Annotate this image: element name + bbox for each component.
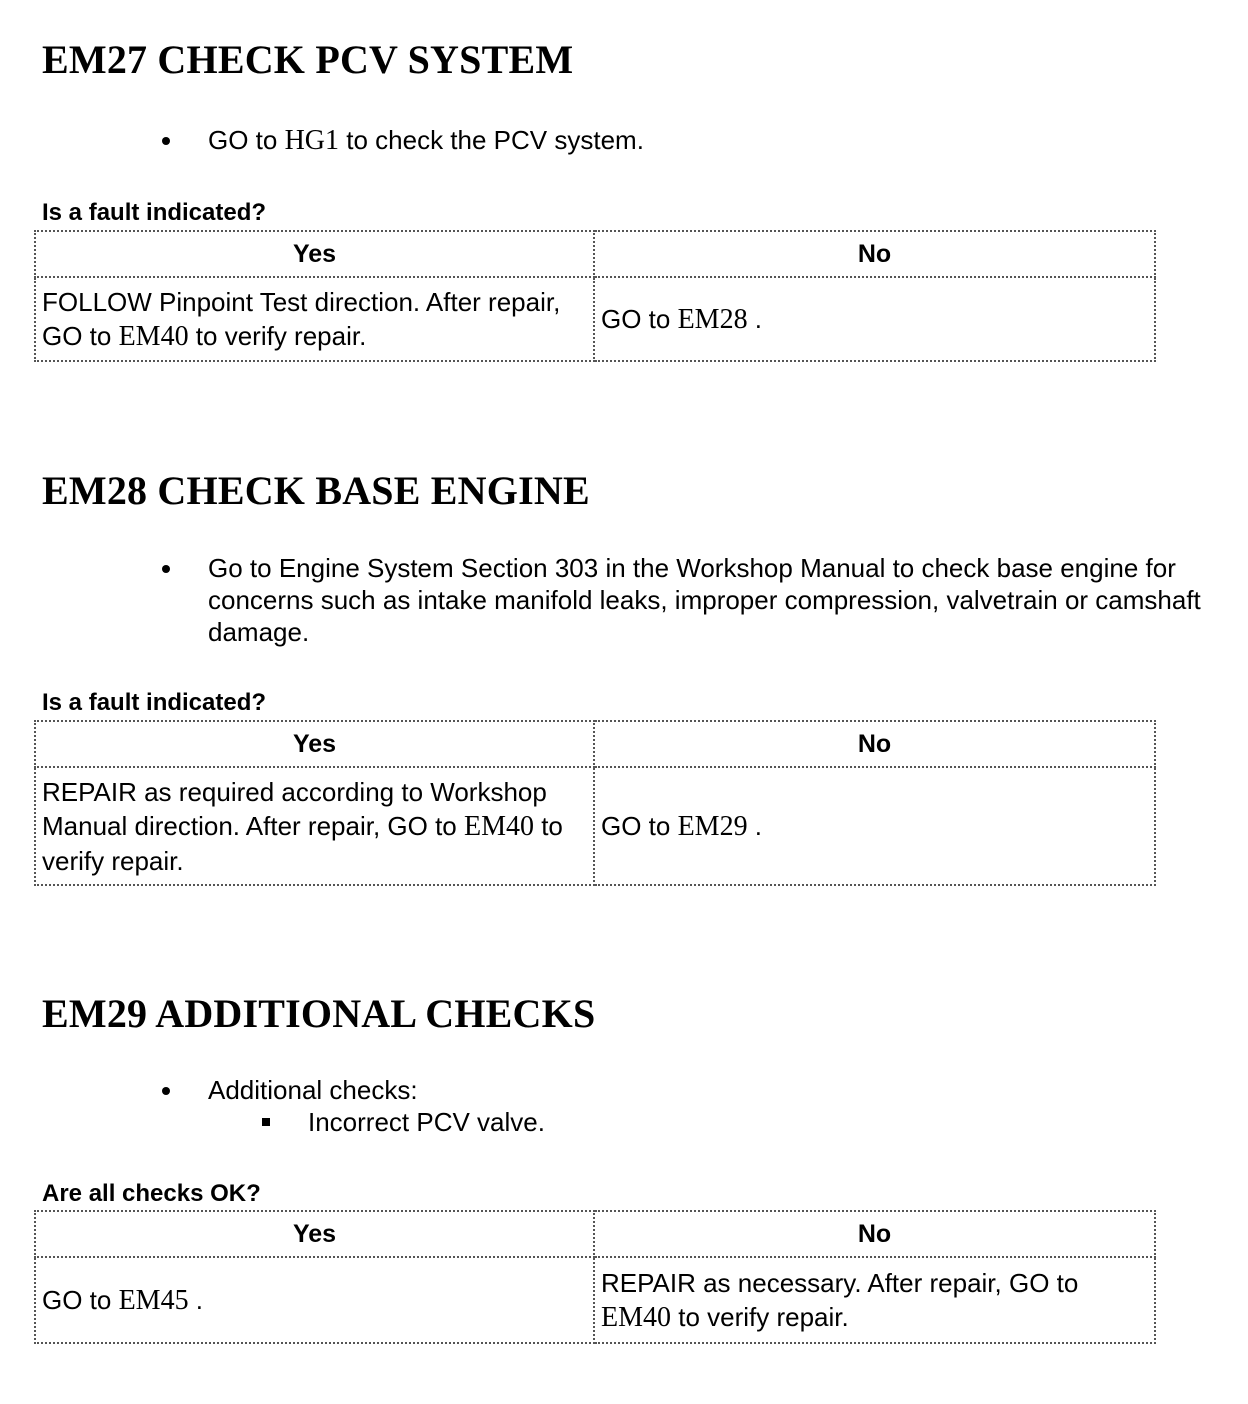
- no-text: to verify repair.: [671, 1301, 849, 1332]
- bullet-text: to check the PCV system.: [339, 125, 644, 155]
- link-em29[interactable]: EM29: [677, 810, 748, 842]
- subbullet-text: Incorrect PCV valve.: [308, 1107, 545, 1137]
- bullet-item: [208, 124, 1218, 157]
- bullet-item: [208, 1074, 1218, 1106]
- no-text: .: [747, 810, 763, 841]
- link-em40[interactable]: EM40: [463, 810, 534, 842]
- subbullet-item: [308, 1106, 545, 1138]
- result-table-em27: [34, 230, 1156, 362]
- no-cell: [594, 767, 1155, 885]
- yes-text: to verify repair.: [188, 320, 367, 351]
- link-em28[interactable]: EM28: [677, 303, 748, 335]
- bullet-text: GO to: [208, 125, 285, 155]
- no-header: No: [594, 231, 1155, 277]
- yes-header: Yes: [35, 721, 594, 767]
- yes-text: to verify repair.: [42, 810, 563, 876]
- result-table-em28: [34, 720, 1156, 886]
- yes-cell: [35, 1257, 594, 1343]
- link-em40[interactable]: EM40: [118, 320, 189, 352]
- no-cell: [594, 277, 1155, 361]
- question-label: Is a fault indicated?: [42, 199, 267, 226]
- link-hg1[interactable]: HG1: [284, 125, 340, 156]
- yes-cell: [35, 277, 594, 361]
- yes-text: REPAIR as required according to Workshop Manual direction. After repair, GO to: [42, 776, 547, 841]
- section-heading-em29: EM29 ADDITIONAL CHECKS: [42, 991, 596, 1036]
- bullet-item: [208, 552, 1218, 648]
- no-text: .: [747, 303, 763, 334]
- yes-header: Yes: [35, 1211, 594, 1257]
- no-text: REPAIR as necessary. After repair, GO to: [601, 1267, 1079, 1298]
- section-heading-em27: EM27 CHECK PCV SYSTEM: [42, 37, 574, 82]
- no-header: No: [594, 721, 1155, 767]
- result-table-em29: [34, 1210, 1156, 1344]
- no-text: GO to: [601, 810, 678, 841]
- no-header: No: [594, 1211, 1155, 1257]
- section-heading-em28: EM28 CHECK BASE ENGINE: [42, 468, 590, 513]
- yes-text: GO to: [42, 1284, 119, 1315]
- bullet-text: Go to Engine System Section 303 in the Workshop Manual to check base engine for concerns such as intake manifold leaks, improper compression, valvetrain or camshaft damage.: [208, 553, 1201, 647]
- yes-header: Yes: [35, 231, 594, 277]
- yes-cell: [35, 767, 594, 885]
- bullet-text: Additional checks:: [208, 1075, 418, 1105]
- link-em45[interactable]: EM45: [118, 1284, 189, 1316]
- link-em40[interactable]: EM40: [601, 1301, 671, 1333]
- yes-text: .: [188, 1284, 204, 1315]
- question-label: Are all checks OK?: [42, 1180, 261, 1207]
- no-cell: [594, 1257, 1155, 1343]
- yes-text: FOLLOW Pinpoint Test direction. After repair, GO to: [42, 286, 561, 351]
- question-label: Is a fault indicated?: [42, 689, 267, 716]
- no-text: GO to: [601, 303, 678, 334]
